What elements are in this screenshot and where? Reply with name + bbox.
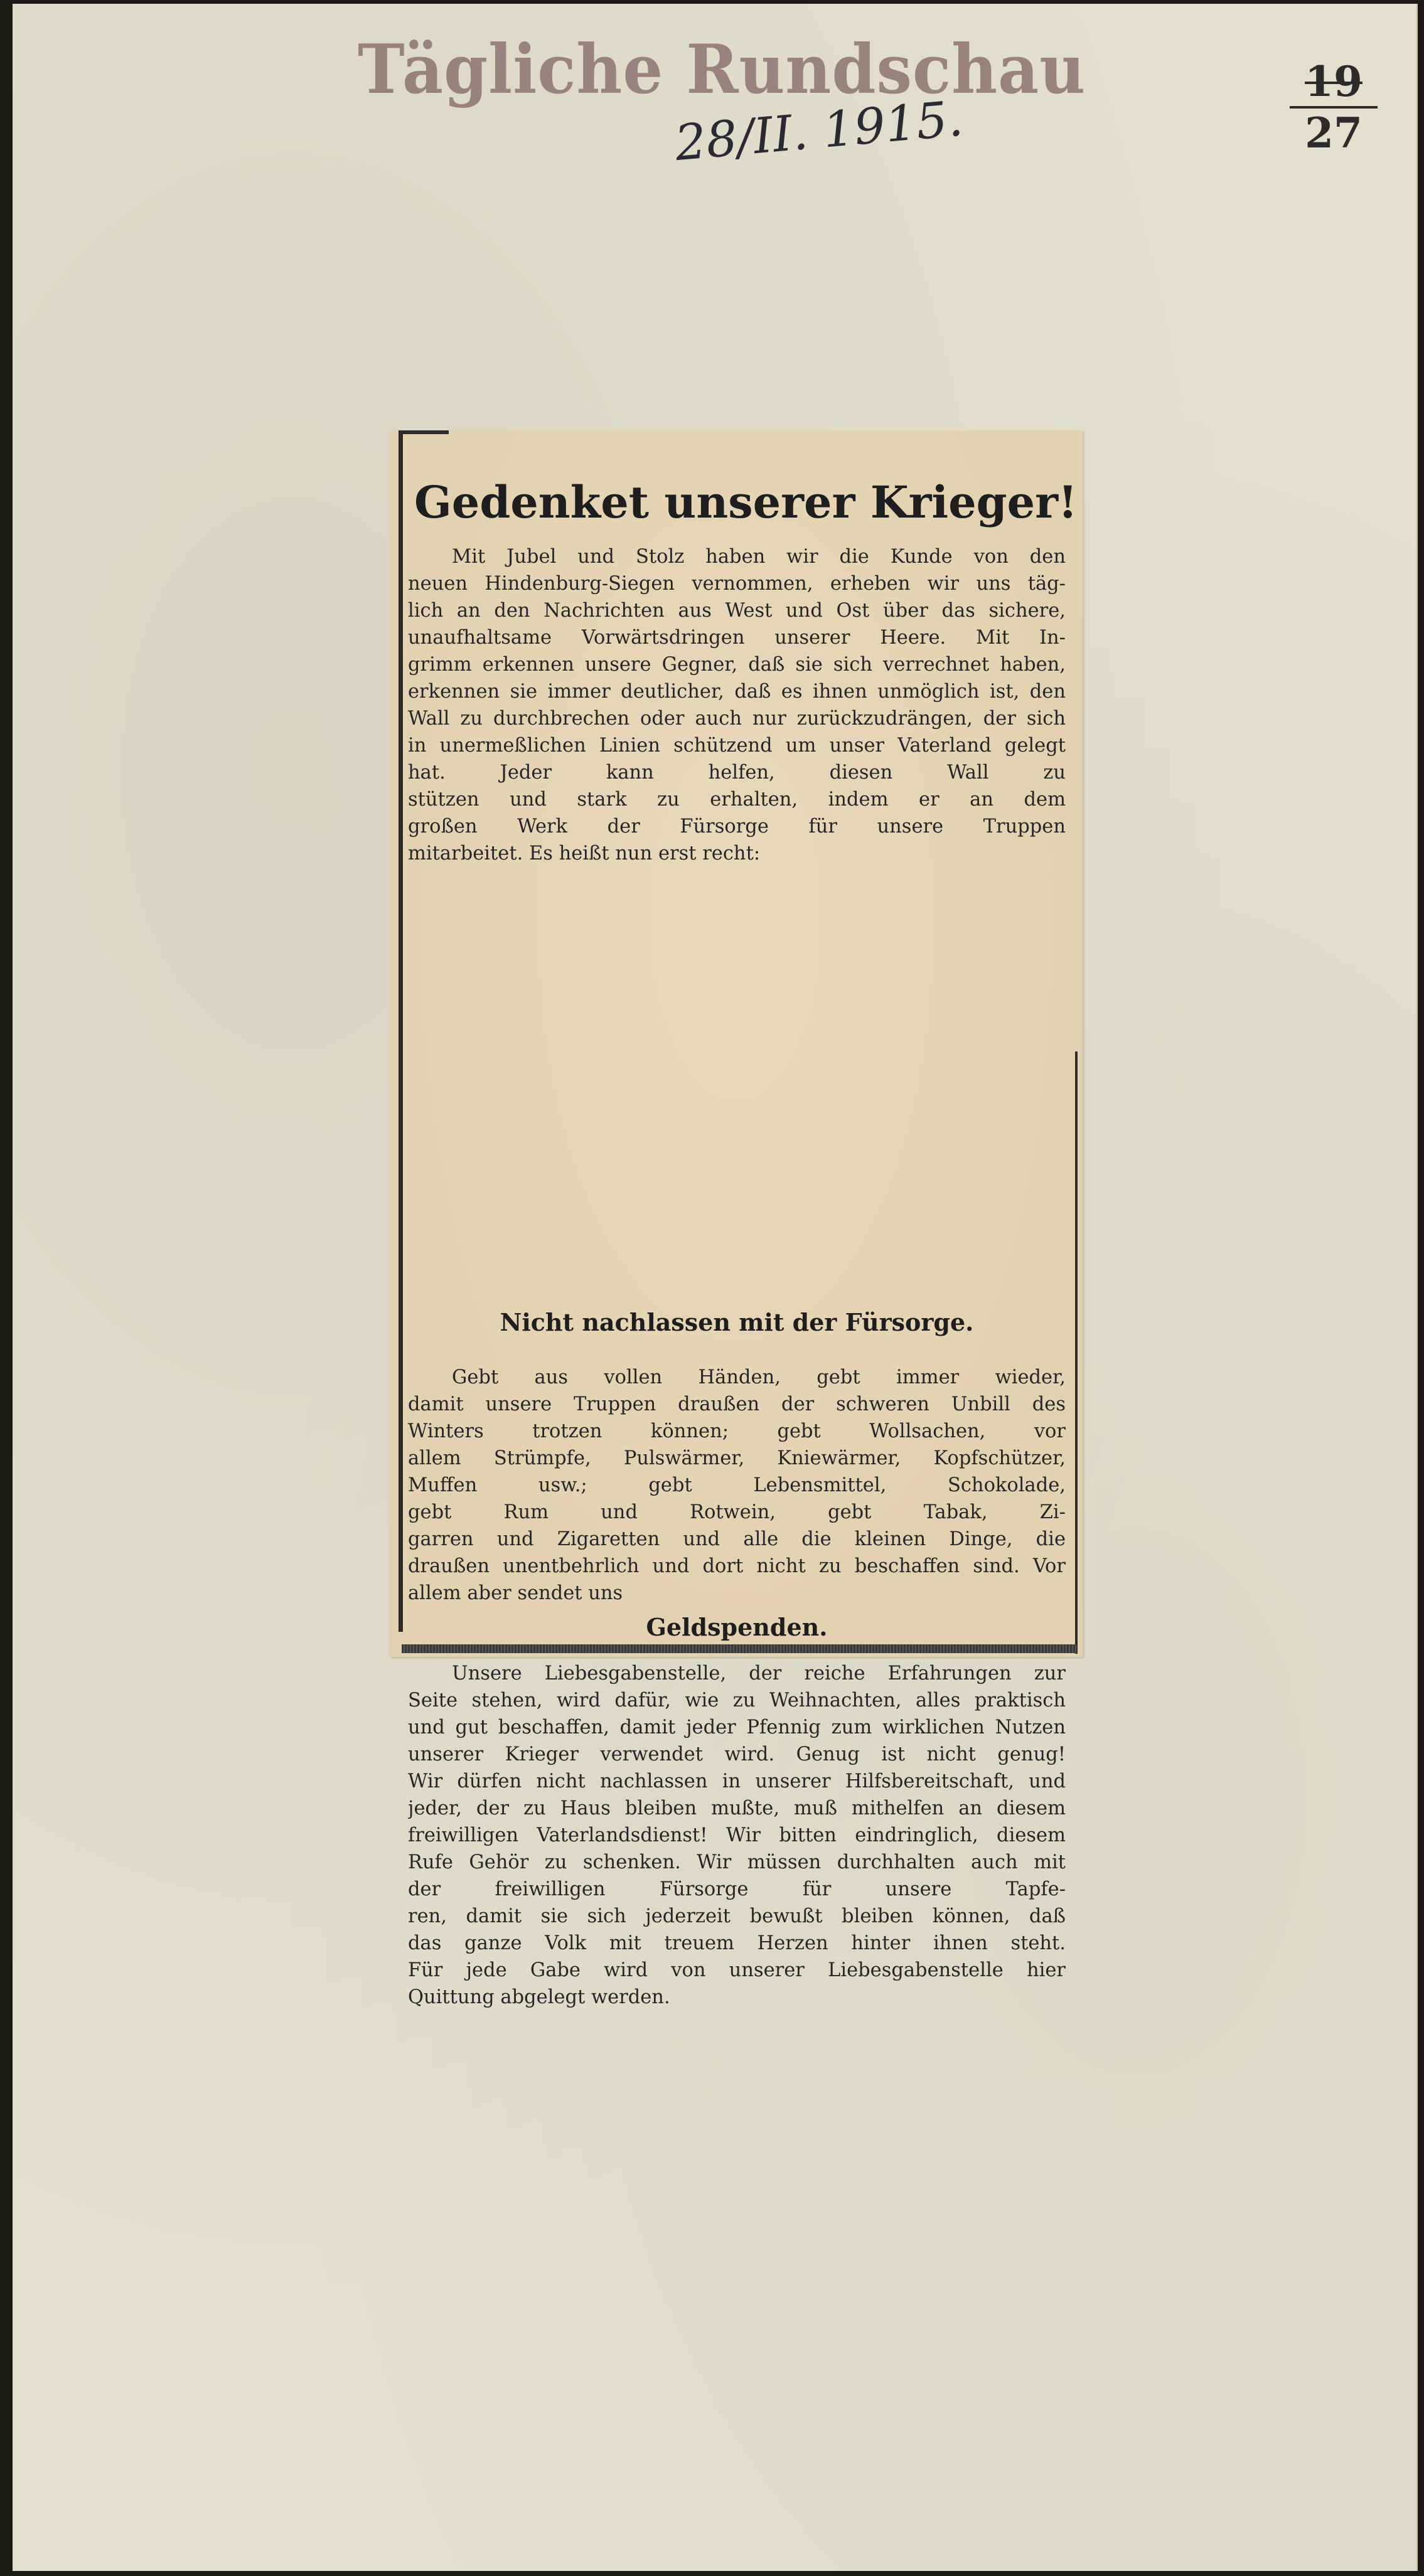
article-paragraph-3 — [408, 1660, 1066, 2011]
text-line: Wall zu durchbrechen oder auch nur zurückzudrängen, der sich — [408, 708, 1066, 730]
text-line: damit unsere Truppen draußen der schweren Unbill des — [408, 1393, 1066, 1415]
text-line: gebt Rum und Rotwein, gebt Tabak, Zi- — [408, 1501, 1066, 1523]
text-line: hat. Jeder kann helfen, diesen Wall zu — [408, 762, 1066, 784]
text-line: Seite stehen, wird dafür, wie zu Weihnachten, alles praktisch — [408, 1690, 1066, 1711]
clipping-bottom-rule — [402, 1644, 1076, 1653]
text-line: jeder, der zu Haus bleiben mußte, muß mithelfen an diesem — [408, 1797, 1066, 1819]
text-line: mitarbeitet. Es heißt nun erst recht: — [408, 843, 761, 865]
clipping-border-left — [399, 430, 403, 1632]
text-line: ren, damit sie sich jederzeit bewußt bleiben können, daß — [408, 1905, 1066, 1927]
archive-sheet — [13, 4, 1418, 2571]
text-line: unserer Krieger verwendet wird. Genug ist nicht genug! — [408, 1743, 1066, 1765]
text-line: Für jede Gabe wird von unserer Liebesgabenstelle hier — [408, 1959, 1066, 1981]
newspaper-name-stamp: Tägliche Rundschau — [358, 30, 1086, 109]
text-line: garren und Zigaretten und alle die kleinen Dinge, die — [408, 1528, 1066, 1550]
text-line: Muffen usw.; gebt Lebensmittel, Schokolade, — [408, 1474, 1066, 1496]
article-paragraph-1 — [408, 543, 1066, 867]
text-line: draußen unentbehrlich und dort nicht zu beschaffen sind. Vor — [408, 1555, 1066, 1577]
text-line: Rufe Gehör zu schenken. Wir müssen durchhalten auch mit — [408, 1851, 1066, 1873]
article-subheading-2: Geldspenden. — [646, 1613, 828, 1641]
text-line: lich an den Nachrichten aus West und Ost über das sichere, — [408, 600, 1066, 622]
text-line: erkennen sie immer deutlicher, daß es ihnen unmöglich ist, den — [408, 681, 1066, 703]
text-line: Winters trotzen können; gebt Wollsachen, vor — [408, 1420, 1066, 1442]
text-line: neuen Hindenburg-Siegen vernommen, erheben wir uns täg- — [408, 573, 1066, 595]
text-line: Gebt aus vollen Händen, gebt immer wieder, — [452, 1366, 1066, 1388]
text-line: Unsere Liebesgabenstelle, der reiche Erfahrungen zur — [452, 1663, 1066, 1685]
archive-number-old: 19 — [1305, 57, 1362, 106]
handwritten-date: 28/II. 1915. — [672, 90, 966, 173]
text-line: großen Werk der Fürsorge für unsere Truppen — [408, 816, 1066, 838]
text-line: Quittung abgelegt werden. — [408, 1986, 670, 2008]
article-subheading-1: Nicht nachlassen mit der Fürsorge. — [500, 1308, 974, 1336]
text-line: allem Strümpfe, Pulswärmer, Kniewärmer, Kopfschützer, — [408, 1447, 1066, 1469]
text-line: und gut beschaffen, damit jeder Pfennig zum wirklichen Nutzen — [408, 1716, 1066, 1738]
article-headline: Gedenket unserer Krieger! — [414, 476, 1078, 528]
newspaper-clipping — [389, 430, 1083, 2008]
text-line: Mit Jubel und Stolz haben wir die Kunde von den — [452, 546, 1066, 568]
text-line: der freiwilligen Fürsorge für unsere Tapfe- — [408, 1878, 1066, 1900]
text-line: allem aber sendet uns — [408, 1582, 623, 1604]
text-line: das ganze Volk mit treuem Herzen hinter ihnen steht. — [408, 1932, 1066, 1954]
text-line: Wir dürfen nicht nachlassen in unserer Hilfsbereitschaft, und — [408, 1770, 1066, 1792]
article-paragraph-2 — [408, 1364, 1066, 1607]
clipping-border-right — [1075, 1051, 1078, 1654]
text-line: grimm erkennen unsere Gegner, daß sie sich verrechnet haben, — [408, 654, 1066, 676]
clipping-border-top — [399, 430, 449, 434]
text-line: stützen und stark zu erhalten, indem er an dem — [408, 789, 1066, 811]
text-line: in unermeßlichen Linien schützend um unser Vaterland gelegt — [408, 735, 1066, 757]
text-line: unaufhaltsame Vorwärtsdringen unserer Heere. Mit In- — [408, 627, 1066, 649]
text-line: freiwilligen Vaterlandsdienst! Wir bitten eindringlich, diesem — [408, 1824, 1066, 1846]
archive-number-new: 27 — [1290, 106, 1378, 157]
archive-number — [1290, 57, 1378, 164]
